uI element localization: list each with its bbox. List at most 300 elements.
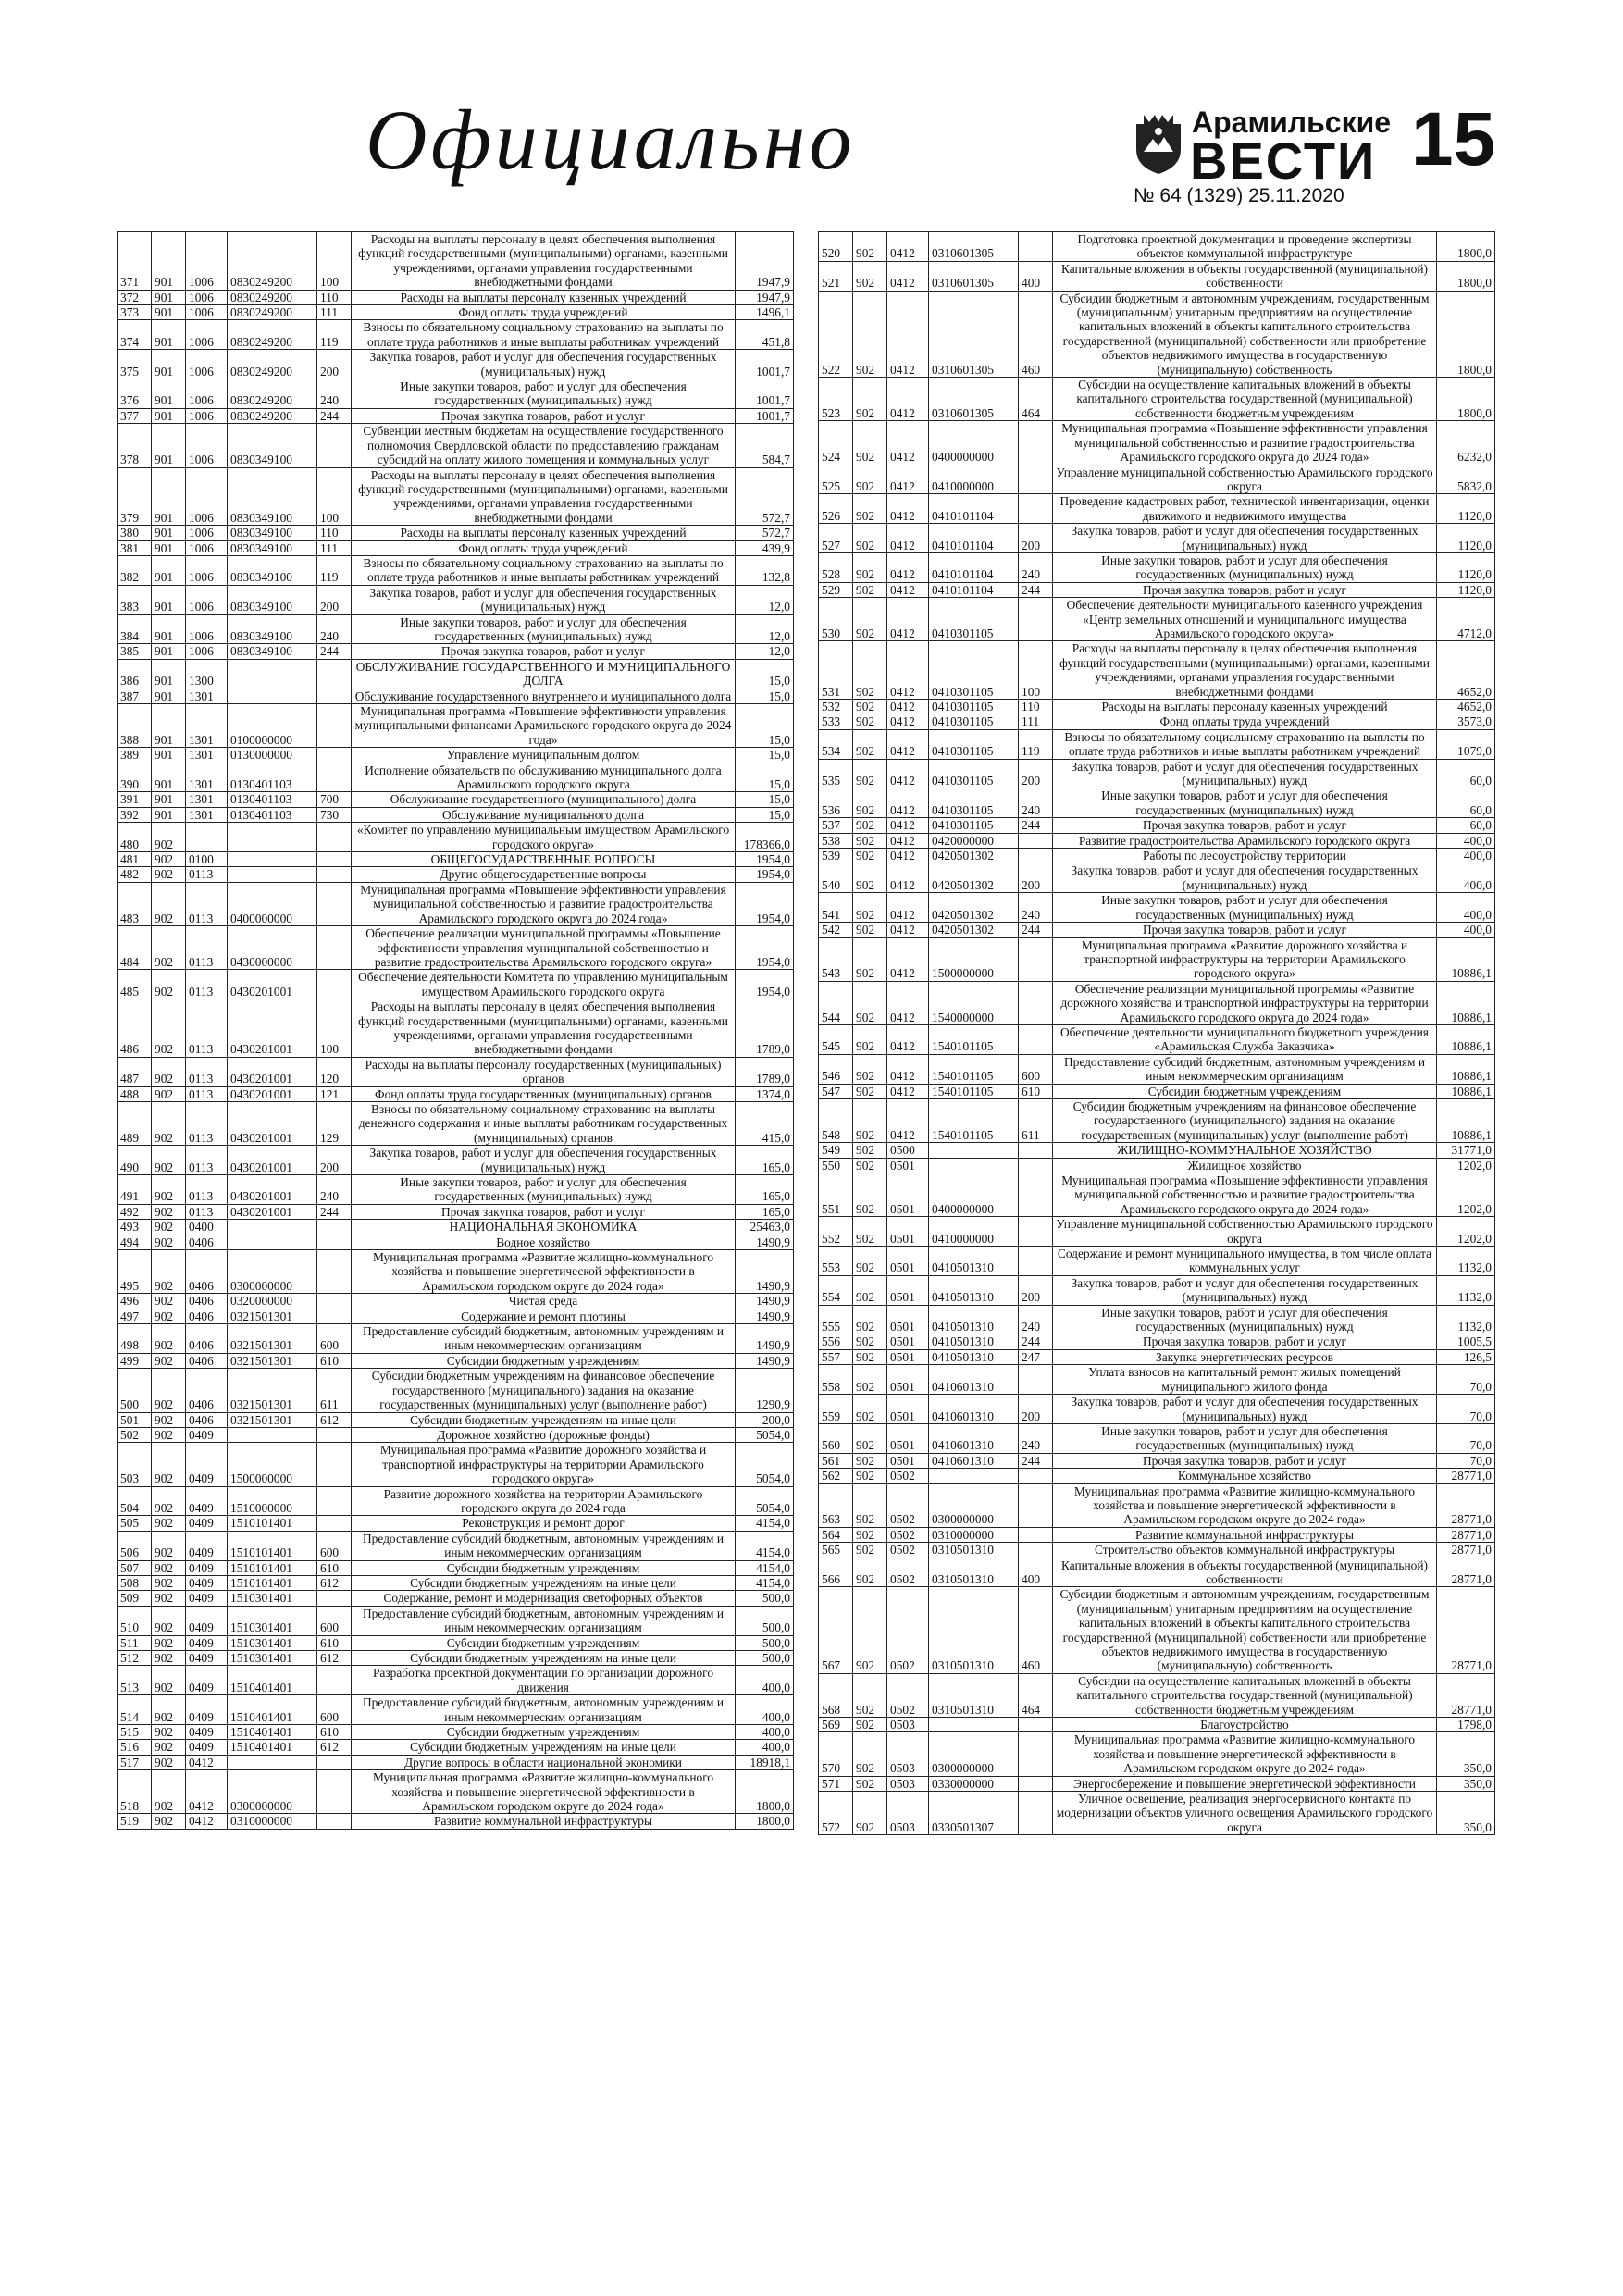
table-row <box>118 1324 794 1354</box>
section-code-cell: 0412 <box>186 1770 228 1814</box>
admin-code-cell: 902 <box>152 1635 186 1650</box>
section-code-cell: 1006 <box>186 232 228 291</box>
target-article-cell: 0410301105 <box>929 700 1019 714</box>
row-number-cell: 513 <box>118 1666 152 1695</box>
expense-type-cell: 240 <box>317 1175 352 1205</box>
amount-cell: 70,0 <box>1437 1453 1495 1468</box>
target-article-cell: 1540101105 <box>929 1084 1019 1098</box>
section-code-cell: 0412 <box>887 1054 929 1084</box>
admin-code-cell: 901 <box>152 290 186 304</box>
expense-type-cell: 400 <box>1019 1558 1053 1587</box>
item-name-cell: Развитие дорожного хозяйства на территории Арамильского городского округа до 2024 года <box>352 1486 736 1516</box>
amount-cell: 500,0 <box>736 1591 794 1606</box>
row-number-cell: 389 <box>118 748 152 763</box>
row-number-cell: 371 <box>118 232 152 291</box>
row-number-cell: 486 <box>118 999 152 1058</box>
table-row <box>118 1250 794 1294</box>
row-number-cell: 536 <box>819 788 853 818</box>
target-article-cell: 0830249200 <box>228 305 317 320</box>
amount-cell: 31771,0 <box>1437 1143 1495 1158</box>
table-row <box>118 1412 794 1427</box>
item-name-cell: Субсидии бюджетным учреждениям <box>352 1725 736 1740</box>
target-article-cell: 0410301105 <box>929 641 1019 700</box>
section-code-cell <box>186 823 228 852</box>
amount-cell: 350,0 <box>1437 1732 1495 1776</box>
section-code-cell: 0409 <box>186 1575 228 1590</box>
section-code-cell: 1006 <box>186 555 228 585</box>
item-name-cell: Муниципальная программа «Повышение эффективности управления муниципальной собственностью и развитие градостроительства Арамильского городского округа до 2024 года» <box>1053 1173 1437 1217</box>
section-code-cell: 0113 <box>186 1175 228 1205</box>
target-article-cell: 0430201001 <box>228 1057 317 1086</box>
admin-code-cell: 902 <box>853 833 887 848</box>
admin-code-cell: 902 <box>152 1591 186 1606</box>
target-article-cell: 0420501302 <box>929 893 1019 923</box>
target-article-cell: 0410501310 <box>929 1247 1019 1276</box>
table-row <box>819 1527 1495 1542</box>
table-row <box>118 1695 794 1725</box>
section-code-cell: 0412 <box>887 1098 929 1142</box>
item-name-cell: Развитие градостроительства Арамильского городского округа <box>1053 833 1437 848</box>
section-code-cell: 1006 <box>186 290 228 304</box>
amount-cell: 1490,9 <box>736 1353 794 1368</box>
admin-code-cell: 902 <box>152 1651 186 1666</box>
row-number-cell: 549 <box>819 1143 853 1158</box>
item-name-cell: Прочая закупка товаров, работ и услуг <box>1053 1453 1437 1468</box>
item-name-cell: Развитие коммунальной инфраструктуры <box>1053 1527 1437 1542</box>
table-row <box>118 305 794 320</box>
admin-code-cell: 901 <box>152 408 186 423</box>
admin-code-cell: 901 <box>152 614 186 644</box>
item-name-cell: Расходы на выплаты персоналу в целях обеспечения выполнения функций государственными (муниципальными) органами, казенными учреждениями, органами управления государственными внебюджетными фондами <box>352 232 736 291</box>
section-code-cell: 0409 <box>186 1651 228 1666</box>
item-name-cell: Расходы на выплаты персоналу в целях обеспечения выполнения функций государственными (муниципальными) органами, казенными учреждениями, органами управления государственными внебюджетными фондами <box>1053 641 1437 700</box>
item-name-cell: Иные закупки товаров, работ и услуг для обеспечения государственных (муниципальных) нужд <box>1053 788 1437 818</box>
amount-cell: 1290,9 <box>736 1369 794 1412</box>
amount-cell: 1120,0 <box>1437 552 1495 582</box>
row-number-cell: 548 <box>819 1098 853 1142</box>
admin-code-cell: 902 <box>853 849 887 863</box>
amount-cell: 70,0 <box>1437 1365 1495 1395</box>
table-row <box>819 1349 1495 1364</box>
item-name-cell: Другие общегосударственные вопросы <box>352 867 736 882</box>
item-name-cell: Субсидии бюджетным учреждениям <box>352 1560 736 1575</box>
section-code-cell: 0412 <box>887 700 929 714</box>
section-code-cell: 0409 <box>186 1516 228 1531</box>
expense-type-cell <box>1019 421 1053 465</box>
target-article-cell: 0830349100 <box>228 540 317 555</box>
target-article-cell <box>228 1220 317 1235</box>
item-name-cell: Муниципальная программа «Развитие жилищно-коммунального хозяйства и повышение энергетической эффективности в Арамильском городском округе до 2024 года» <box>352 1250 736 1294</box>
admin-code-cell: 902 <box>152 1250 186 1294</box>
admin-code-cell: 901 <box>152 350 186 379</box>
section-code-cell: 0100 <box>186 852 228 867</box>
item-name-cell: Обеспечение реализации муниципальной программы «Развитие дорожного хозяйства и транспортной инфраструктуры на территории Арамильского городского округа до 2024 года» <box>1053 981 1437 1024</box>
item-name-cell: ОБЩЕГОСУДАРСТВЕННЫЕ ВОПРОСЫ <box>352 852 736 867</box>
amount-cell: 3573,0 <box>1437 714 1495 729</box>
expense-type-cell: 244 <box>317 1204 352 1219</box>
section-code-cell: 1006 <box>186 424 228 467</box>
section-code-cell: 0412 <box>887 833 929 848</box>
target-article-cell: 0410000000 <box>929 1217 1019 1247</box>
target-article-cell: 0321501301 <box>228 1309 317 1323</box>
table-row <box>118 1770 794 1814</box>
amount-cell: 28771,0 <box>1437 1543 1495 1558</box>
target-article-cell: 0430201001 <box>228 1101 317 1145</box>
table-row <box>819 1305 1495 1334</box>
section-code-cell: 0409 <box>186 1695 228 1725</box>
target-article-cell: 0130401103 <box>228 792 317 807</box>
item-name-cell: Закупка товаров, работ и услуг для обеспечения государственных (муниципальных) нужд <box>1053 863 1437 893</box>
admin-code-cell: 902 <box>152 1101 186 1145</box>
table-row <box>819 1395 1495 1424</box>
amount-cell: 400,0 <box>1437 863 1495 893</box>
amount-cell: 400,0 <box>736 1666 794 1695</box>
amount-cell: 1496,1 <box>736 305 794 320</box>
row-number-cell: 570 <box>819 1732 853 1776</box>
amount-cell: 15,0 <box>736 807 794 822</box>
amount-cell: 1132,0 <box>1437 1247 1495 1276</box>
admin-code-cell: 902 <box>152 1814 186 1829</box>
expense-type-cell <box>317 1235 352 1249</box>
amount-cell: 1954,0 <box>736 970 794 999</box>
admin-code-cell: 902 <box>152 1353 186 1368</box>
expense-type-cell <box>1019 232 1053 262</box>
row-number-cell: 377 <box>118 408 152 423</box>
target-article-cell: 1540101105 <box>929 1098 1019 1142</box>
table-row <box>118 1755 794 1769</box>
amount-cell: 572,7 <box>736 467 794 526</box>
admin-code-cell: 902 <box>152 1695 186 1725</box>
admin-code-cell: 902 <box>152 1606 186 1635</box>
row-number-cell: 520 <box>819 232 853 262</box>
table-row <box>118 1057 794 1086</box>
target-article-cell: 0410301105 <box>929 714 1019 729</box>
expense-type-cell: 200 <box>1019 1395 1053 1424</box>
expense-type-cell: 464 <box>1019 378 1053 421</box>
coat-of-arms-icon <box>1131 111 1186 176</box>
table-row <box>819 1084 1495 1098</box>
row-number-cell: 492 <box>118 1204 152 1219</box>
table-row <box>819 582 1495 597</box>
section-code-cell: 0501 <box>887 1349 929 1364</box>
expense-type-cell <box>317 1516 352 1531</box>
admin-code-cell: 902 <box>853 1718 887 1732</box>
amount-cell: 1202,0 <box>1437 1173 1495 1217</box>
expense-type-cell: 240 <box>1019 552 1053 582</box>
item-name-cell: Обслуживание муниципального долга <box>352 807 736 822</box>
admin-code-cell: 902 <box>853 1275 887 1305</box>
admin-code-cell: 902 <box>853 1776 887 1791</box>
amount-cell: 1954,0 <box>736 926 794 970</box>
target-article-cell: 0300000000 <box>228 1770 317 1814</box>
admin-code-cell: 902 <box>152 1294 186 1309</box>
row-number-cell: 508 <box>118 1575 152 1590</box>
section-code-cell: 0501 <box>887 1395 929 1424</box>
table-row <box>819 833 1495 848</box>
row-number-cell: 551 <box>819 1173 853 1217</box>
target-article-cell: 0420501302 <box>929 863 1019 893</box>
admin-code-cell: 901 <box>152 232 186 291</box>
row-number-cell: 530 <box>819 598 853 641</box>
expense-type-cell <box>317 424 352 467</box>
item-name-cell: Расходы на выплаты персоналу казенных учреждений <box>352 526 736 540</box>
expense-type-cell: 240 <box>1019 1423 1053 1453</box>
expense-type-cell <box>317 659 352 689</box>
row-number-cell: 533 <box>819 714 853 729</box>
expense-type-cell <box>317 1486 352 1516</box>
table-row <box>819 1098 1495 1142</box>
row-number-cell: 387 <box>118 689 152 703</box>
table-row <box>819 1423 1495 1453</box>
target-article-cell: 0430201001 <box>228 1204 317 1219</box>
table-row <box>819 1024 1495 1054</box>
amount-cell: 400,0 <box>736 1740 794 1755</box>
admin-code-cell: 902 <box>152 970 186 999</box>
item-name-cell: Субсидии бюджетным и автономным учреждениям, государственным (муниципальным) унитарным предприятиям на осуществление капитальных вложений в объекты капитального строительства государственной (муниципальной) собственности или приобретение объектов недвижимого имущества в государственную (муниципальную) собственность <box>1053 291 1437 377</box>
item-name-cell: Иные закупки товаров, работ и услуг для обеспечения государственных (муниципальных) нужд <box>352 614 736 644</box>
section-code-cell: 0113 <box>186 1101 228 1145</box>
target-article-cell: 0430201001 <box>228 999 317 1058</box>
expense-type-cell <box>317 1427 352 1442</box>
target-article-cell: 0310501310 <box>929 1558 1019 1587</box>
row-number-cell: 490 <box>118 1146 152 1175</box>
section-code-cell: 0412 <box>887 937 929 981</box>
admin-code-cell: 902 <box>152 1427 186 1442</box>
table-row <box>118 1235 794 1249</box>
amount-cell: 12,0 <box>736 644 794 659</box>
admin-code-cell: 902 <box>853 923 887 937</box>
amount-cell: 60,0 <box>1437 818 1495 833</box>
section-code-cell: 0406 <box>186 1353 228 1368</box>
expense-type-cell: 200 <box>1019 759 1053 788</box>
expense-type-cell <box>1019 465 1053 494</box>
table-row <box>118 1606 794 1635</box>
admin-code-cell: 902 <box>152 1204 186 1219</box>
item-name-cell: Чистая среда <box>352 1294 736 1309</box>
item-name-cell: Прочая закупка товаров, работ и услуг <box>352 644 736 659</box>
admin-code-cell: 902 <box>853 1024 887 1054</box>
table-row <box>118 1666 794 1695</box>
section-code-cell: 0412 <box>887 552 929 582</box>
admin-code-cell: 901 <box>152 540 186 555</box>
target-article-cell: 0300000000 <box>929 1483 1019 1527</box>
target-article-cell: 0310601305 <box>929 291 1019 377</box>
table-row <box>118 585 794 614</box>
item-name-cell: Обеспечение деятельности муниципального казенного учреждения «Центр земельных отношений и муниципального имущества Арамильского городского округа» <box>1053 598 1437 641</box>
amount-cell: 60,0 <box>1437 759 1495 788</box>
amount-cell: 1202,0 <box>1437 1158 1495 1173</box>
item-name-cell: Реконструкция и ремонт дорог <box>352 1516 736 1531</box>
target-article-cell <box>228 867 317 882</box>
admin-code-cell: 902 <box>152 1531 186 1560</box>
section-code-cell: 0412 <box>887 421 929 465</box>
row-number-cell: 534 <box>819 729 853 759</box>
row-number-cell: 385 <box>118 644 152 659</box>
row-number-cell: 542 <box>819 923 853 937</box>
admin-code-cell: 902 <box>152 1146 186 1175</box>
row-number-cell: 571 <box>819 1776 853 1791</box>
amount-cell: 132,8 <box>736 555 794 585</box>
target-article-cell <box>929 1469 1019 1483</box>
admin-code-cell: 902 <box>152 1235 186 1249</box>
row-number-cell: 561 <box>819 1453 853 1468</box>
section-code-cell: 0409 <box>186 1635 228 1650</box>
expense-type-cell: 240 <box>1019 1305 1053 1334</box>
target-article-cell: 1510101401 <box>228 1531 317 1560</box>
item-name-cell: Субсидии бюджетным учреждениям <box>352 1635 736 1650</box>
target-article-cell: 0410601310 <box>929 1365 1019 1395</box>
expense-type-cell <box>317 1755 352 1769</box>
expense-type-cell: 610 <box>317 1353 352 1368</box>
admin-code-cell: 902 <box>853 1527 887 1542</box>
target-article-cell: 1510301401 <box>228 1591 317 1606</box>
row-number-cell: 382 <box>118 555 152 585</box>
target-article-cell <box>929 1718 1019 1732</box>
table-row <box>819 1143 1495 1158</box>
target-article-cell: 0410101104 <box>929 582 1019 597</box>
row-number-cell: 529 <box>819 582 853 597</box>
section-code-cell: 0412 <box>887 1084 929 1098</box>
section-code-cell: 0412 <box>887 729 929 759</box>
admin-code-cell: 902 <box>853 1247 887 1276</box>
table-row <box>118 1204 794 1219</box>
item-name-cell: Субсидии бюджетным учреждениям на иные цели <box>352 1575 736 1590</box>
row-number-cell: 491 <box>118 1175 152 1205</box>
expense-type-cell: 464 <box>1019 1673 1053 1717</box>
expense-type-cell <box>317 1666 352 1695</box>
row-number-cell: 504 <box>118 1486 152 1516</box>
table-row <box>118 748 794 763</box>
target-article-cell: 0410101104 <box>929 524 1019 553</box>
section-code-cell: 0400 <box>186 1220 228 1235</box>
item-name-cell: Субсидии бюджетным учреждениям <box>352 1353 736 1368</box>
admin-code-cell: 901 <box>152 379 186 409</box>
section-code-cell: 0412 <box>887 582 929 597</box>
section-code-cell: 0502 <box>887 1587 929 1673</box>
row-number-cell: 485 <box>118 970 152 999</box>
table-row <box>118 1575 794 1590</box>
table-row <box>819 1158 1495 1173</box>
expense-type-cell: 600 <box>317 1606 352 1635</box>
table-row <box>819 1776 1495 1791</box>
item-name-cell: Обслуживание государственного внутреннего и муниципального долга <box>352 689 736 703</box>
section-code-cell: 0501 <box>887 1334 929 1349</box>
expense-type-cell: 612 <box>317 1412 352 1427</box>
expense-type-cell <box>317 1250 352 1294</box>
table-row <box>118 1443 794 1486</box>
amount-cell: 1789,0 <box>736 1057 794 1086</box>
amount-cell: 1954,0 <box>736 882 794 925</box>
admin-code-cell: 902 <box>853 1158 887 1173</box>
target-article-cell: 0410601310 <box>929 1395 1019 1424</box>
admin-code-cell: 902 <box>853 1673 887 1717</box>
admin-code-cell: 902 <box>853 232 887 262</box>
amount-cell: 1490,9 <box>736 1235 794 1249</box>
row-number-cell: 386 <box>118 659 152 689</box>
amount-cell: 70,0 <box>1437 1423 1495 1453</box>
amount-cell: 400,0 <box>1437 923 1495 937</box>
row-number-cell: 384 <box>118 614 152 644</box>
expense-type-cell <box>317 748 352 763</box>
table-row <box>118 644 794 659</box>
target-article-cell: 0321501301 <box>228 1353 317 1368</box>
budget-table-left-body <box>118 232 794 1830</box>
item-name-cell: Закупка товаров, работ и услуг для обеспечения государственных (муниципальных) нужд <box>1053 759 1437 788</box>
expense-type-cell: 100 <box>317 999 352 1058</box>
amount-cell: 1789,0 <box>736 999 794 1058</box>
item-name-cell: Прочая закупка товаров, работ и услуг <box>1053 1334 1437 1349</box>
expense-type-cell <box>317 852 352 867</box>
expense-type-cell <box>317 1443 352 1486</box>
section-code-cell: 0412 <box>887 759 929 788</box>
expense-type-cell <box>317 1770 352 1814</box>
expense-type-cell: 200 <box>317 585 352 614</box>
target-article-cell: 0320000000 <box>228 1294 317 1309</box>
section-code-cell: 0409 <box>186 1740 228 1755</box>
table-row <box>819 849 1495 863</box>
target-article-cell: 0310501310 <box>929 1543 1019 1558</box>
amount-cell: 500,0 <box>736 1635 794 1650</box>
admin-code-cell: 902 <box>152 852 186 867</box>
amount-cell: 1800,0 <box>1437 378 1495 421</box>
admin-code-cell: 902 <box>853 1084 887 1098</box>
item-name-cell: Муниципальная программа «Развитие жилищно-коммунального хозяйства и повышение энергетической эффективности в Арамильском городском округе до 2024 года» <box>352 1770 736 1814</box>
row-number-cell: 515 <box>118 1725 152 1740</box>
target-article-cell: 0410301105 <box>929 598 1019 641</box>
item-name-cell: Субсидии бюджетным и автономным учреждениям, государственным (муниципальным) унитарным предприятиям на осуществление капитальных вложений в объекты капитального строительства государственной (муниципальной) собственности или приобретение объектов недвижимого имущества в государственную (муниципальную) собственность <box>1053 1587 1437 1673</box>
target-article-cell: 0410000000 <box>929 465 1019 494</box>
row-number-cell: 381 <box>118 540 152 555</box>
row-number-cell: 541 <box>819 893 853 923</box>
item-name-cell: Коммунальное хозяйство <box>1053 1469 1437 1483</box>
item-name-cell: Водное хозяйство <box>352 1235 736 1249</box>
admin-code-cell: 902 <box>853 494 887 524</box>
row-number-cell: 522 <box>819 291 853 377</box>
amount-cell: 400,0 <box>1437 833 1495 848</box>
item-name-cell: Прочая закупка товаров, работ и услуг <box>352 408 736 423</box>
expense-type-cell: 612 <box>317 1651 352 1666</box>
row-number-cell: 374 <box>118 320 152 350</box>
section-code-cell: 0502 <box>887 1558 929 1587</box>
target-article-cell <box>228 689 317 703</box>
item-name-cell: Муниципальная программа «Повышение эффективности управления муниципальной собственностью и развитие градостроительства Арамильского городского округа до 2024 года» <box>352 882 736 925</box>
expense-type-cell <box>1019 1158 1053 1173</box>
table-row <box>118 1309 794 1323</box>
section-code-cell: 1006 <box>186 540 228 555</box>
admin-code-cell: 901 <box>152 689 186 703</box>
row-number-cell: 539 <box>819 849 853 863</box>
table-row <box>819 937 1495 981</box>
target-article-cell: 0410301105 <box>929 729 1019 759</box>
target-article-cell: 1510401401 <box>228 1725 317 1740</box>
row-number-cell: 552 <box>819 1217 853 1247</box>
admin-code-cell: 902 <box>853 937 887 981</box>
amount-cell: 10886,1 <box>1437 1098 1495 1142</box>
item-name-cell: Субсидии бюджетным учреждениям на иные цели <box>352 1412 736 1427</box>
amount-cell: 70,0 <box>1437 1395 1495 1424</box>
target-article-cell: 0410601310 <box>929 1423 1019 1453</box>
expense-type-cell: 100 <box>1019 641 1053 700</box>
admin-code-cell: 901 <box>152 659 186 689</box>
table-row <box>118 999 794 1058</box>
item-name-cell: Капитальные вложения в объекты государственной (муниципальной) собственности <box>1053 1558 1437 1587</box>
amount-cell: 1120,0 <box>1437 524 1495 553</box>
expense-type-cell <box>1019 1527 1053 1542</box>
target-article-cell: 0321501301 <box>228 1369 317 1412</box>
item-name-cell: Закупка товаров, работ и услуг для обеспечения государственных (муниципальных) нужд <box>352 350 736 379</box>
admin-code-cell: 902 <box>853 714 887 729</box>
target-article-cell: 0130401103 <box>228 807 317 822</box>
